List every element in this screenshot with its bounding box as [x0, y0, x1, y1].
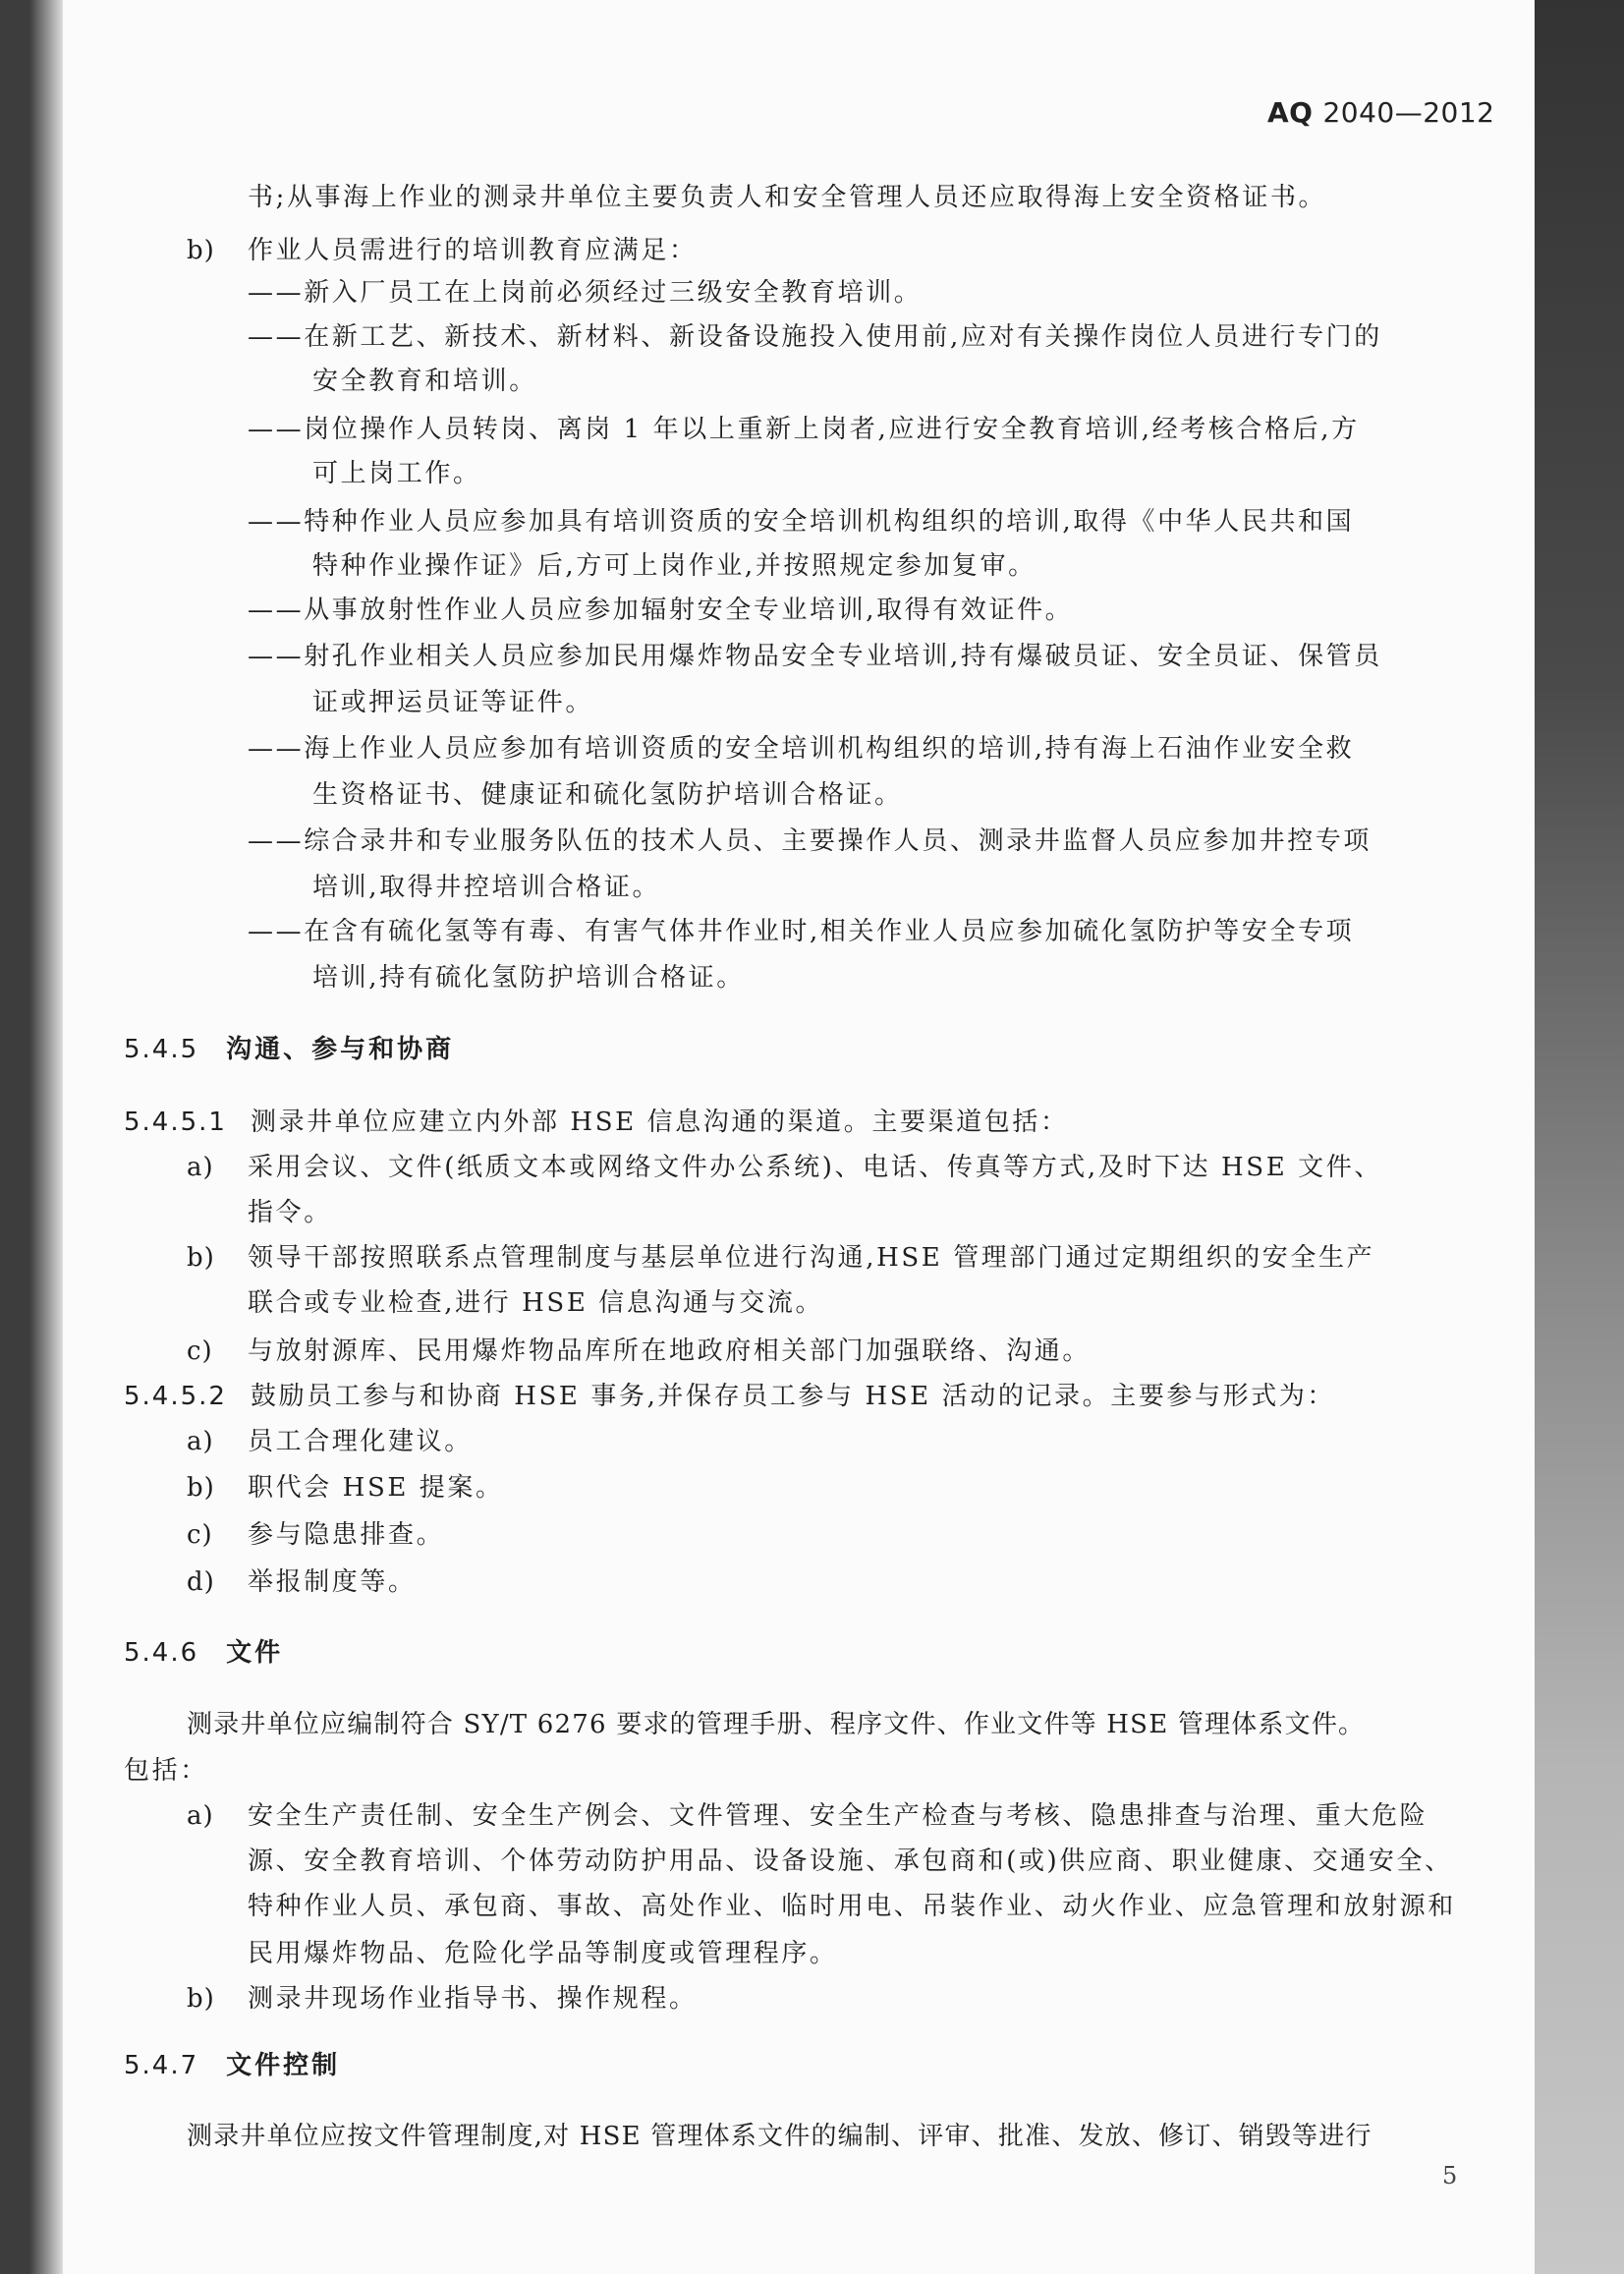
list-label: b) [187, 1984, 215, 2014]
text-line: 联合或专业检查,进行 HSE 信息沟通与交流。 [248, 1288, 824, 1318]
text-line: 培训,持有硫化氢防护培训合格证。 [312, 963, 745, 993]
text-line: 举报制度等。 [248, 1567, 417, 1597]
text-line: 民用爆炸物品、危险化学品等制度或管理程序。 [248, 1939, 838, 1968]
text-line: 安全教育和培训。 [312, 367, 537, 396]
scan-edge-shadow [1535, 0, 1624, 2274]
text-line: 作业人员需进行的培训教育应满足： [248, 236, 698, 265]
dash-item: ——海上作业人员应参加有培训资质的安全培训机构组织的培训,持有海上石油作业安全救 [248, 734, 1355, 764]
text-line: 源、安全教育培训、个体劳动防护用品、设备设施、承包商和(或)供应商、职业健康、交通安全、 [248, 1847, 1453, 1876]
list-label: b) [187, 236, 215, 265]
text-line: 测录井现场作业指导书、操作规程。 [248, 1984, 698, 2014]
dash-item: ——射孔作业相关人员应参加民用爆炸物品安全专业培训,持有爆破员证、安全员证、保管员 [248, 642, 1382, 671]
text-line: 测录井单位应编制符合 SY/T 6276 要求的管理手册、程序文件、作业文件等 HSE 管理体系文件。 [187, 1710, 1366, 1739]
list-label: d) [187, 1567, 215, 1597]
dash-item: ——在新工艺、新技术、新材料、新设备设施投入使用前,应对有关操作岗位人员进行专门的 [248, 322, 1382, 352]
dash-item: ——特种作业人员应参加具有培训资质的安全培训机构组织的培训,取得《中华人民共和国 [248, 507, 1355, 537]
text-line: 指令。 [248, 1198, 332, 1227]
dash-item: ——综合录井和专业服务队伍的技术人员、主要操作人员、测录井监督人员应参加井控专项 [248, 826, 1372, 856]
text-line: 培训,取得井控培训合格证。 [312, 873, 661, 902]
section-heading-5-4-5: 5.4.5 沟通、参与和协商 [124, 1035, 455, 1064]
section-heading-5-4-6: 5.4.6 文件 [124, 1638, 284, 1668]
list-label: a) [187, 1153, 214, 1182]
standard-code: AQ [1267, 96, 1314, 129]
text-line: 员工合理化建议。 [248, 1427, 473, 1456]
text-line: 安全生产责任制、安全生产例会、文件管理、安全生产检查与考核、隐患排查与治理、重大危险 [248, 1801, 1428, 1831]
text-line: 参与隐患排查。 [248, 1520, 445, 1550]
list-label: a) [187, 1427, 214, 1456]
clause-5-4-5-1: 5.4.5.1 测录井单位应建立内外部 HSE 信息沟通的渠道。主要渠道包括： [124, 1108, 1069, 1137]
text-line: 特种作业人员、承包商、事故、高处作业、临时用电、吊装作业、动火作业、应急管理和放射源和 [248, 1892, 1456, 1921]
list-label: c) [187, 1520, 213, 1550]
list-label: b) [187, 1473, 215, 1503]
text-line: 可上岗工作。 [312, 459, 481, 488]
text-line: 特种作业操作证》后,方可上岗作业,并按照规定参加复审。 [312, 551, 1036, 581]
page-number: 5 [1442, 2162, 1458, 2189]
section-heading-5-4-7: 5.4.7 文件控制 [124, 2051, 341, 2080]
list-label: c) [187, 1336, 213, 1366]
text-line: 生资格证书、健康证和硫化氢防护培训合格证。 [312, 780, 903, 810]
dash-item: ——新入厂员工在上岗前必须经过三级安全教育培训。 [248, 278, 923, 308]
dash-item: ——岗位操作人员转岗、离岗 1 年以上重新上岗者,应进行安全教育培训,经考核合格后,方 [248, 415, 1360, 444]
dash-item: ——从事放射性作业人员应参加辐射安全专业培训,取得有效证件。 [248, 596, 1074, 625]
text-line: 与放射源库、民用爆炸物品库所在地政府相关部门加强联络、沟通。 [248, 1336, 1092, 1366]
text-line: 包括： [124, 1756, 208, 1786]
text-line: 证或押运员证等证件。 [312, 688, 594, 717]
list-label: a) [187, 1801, 214, 1831]
clause-5-4-5-2: 5.4.5.2 鼓励员工参与和协商 HSE 事务,并保存员工参与 HSE 活动的记录。主要参与形式为： [124, 1382, 1336, 1411]
text-line: 采用会议、文件(纸质文本或网络文件办公系统)、电话、传真等方式,及时下达 HSE 文件、 [248, 1153, 1382, 1182]
text-line: 职代会 HSE 提案。 [248, 1473, 504, 1503]
standard-header [1267, 96, 1495, 129]
list-label: b) [187, 1243, 215, 1273]
dash-item: ——在含有硫化氢等有毒、有害气体井作业时,相关作业人员应参加硫化氢防护等安全专项 [248, 917, 1355, 946]
text-line: 测录井单位应按文件管理制度,对 HSE 管理体系文件的编制、评审、批准、发放、修订、销毁等进行 [187, 2122, 1372, 2151]
standard-number: 2040—2012 [1322, 96, 1495, 129]
text-line: 领导干部按照联系点管理制度与基层单位进行沟通,HSE 管理部门通过定期组织的安全生产 [248, 1243, 1375, 1273]
text-line: 书;从事海上作业的测录井单位主要负责人和安全管理人员还应取得海上安全资格证书。 [248, 183, 1327, 212]
